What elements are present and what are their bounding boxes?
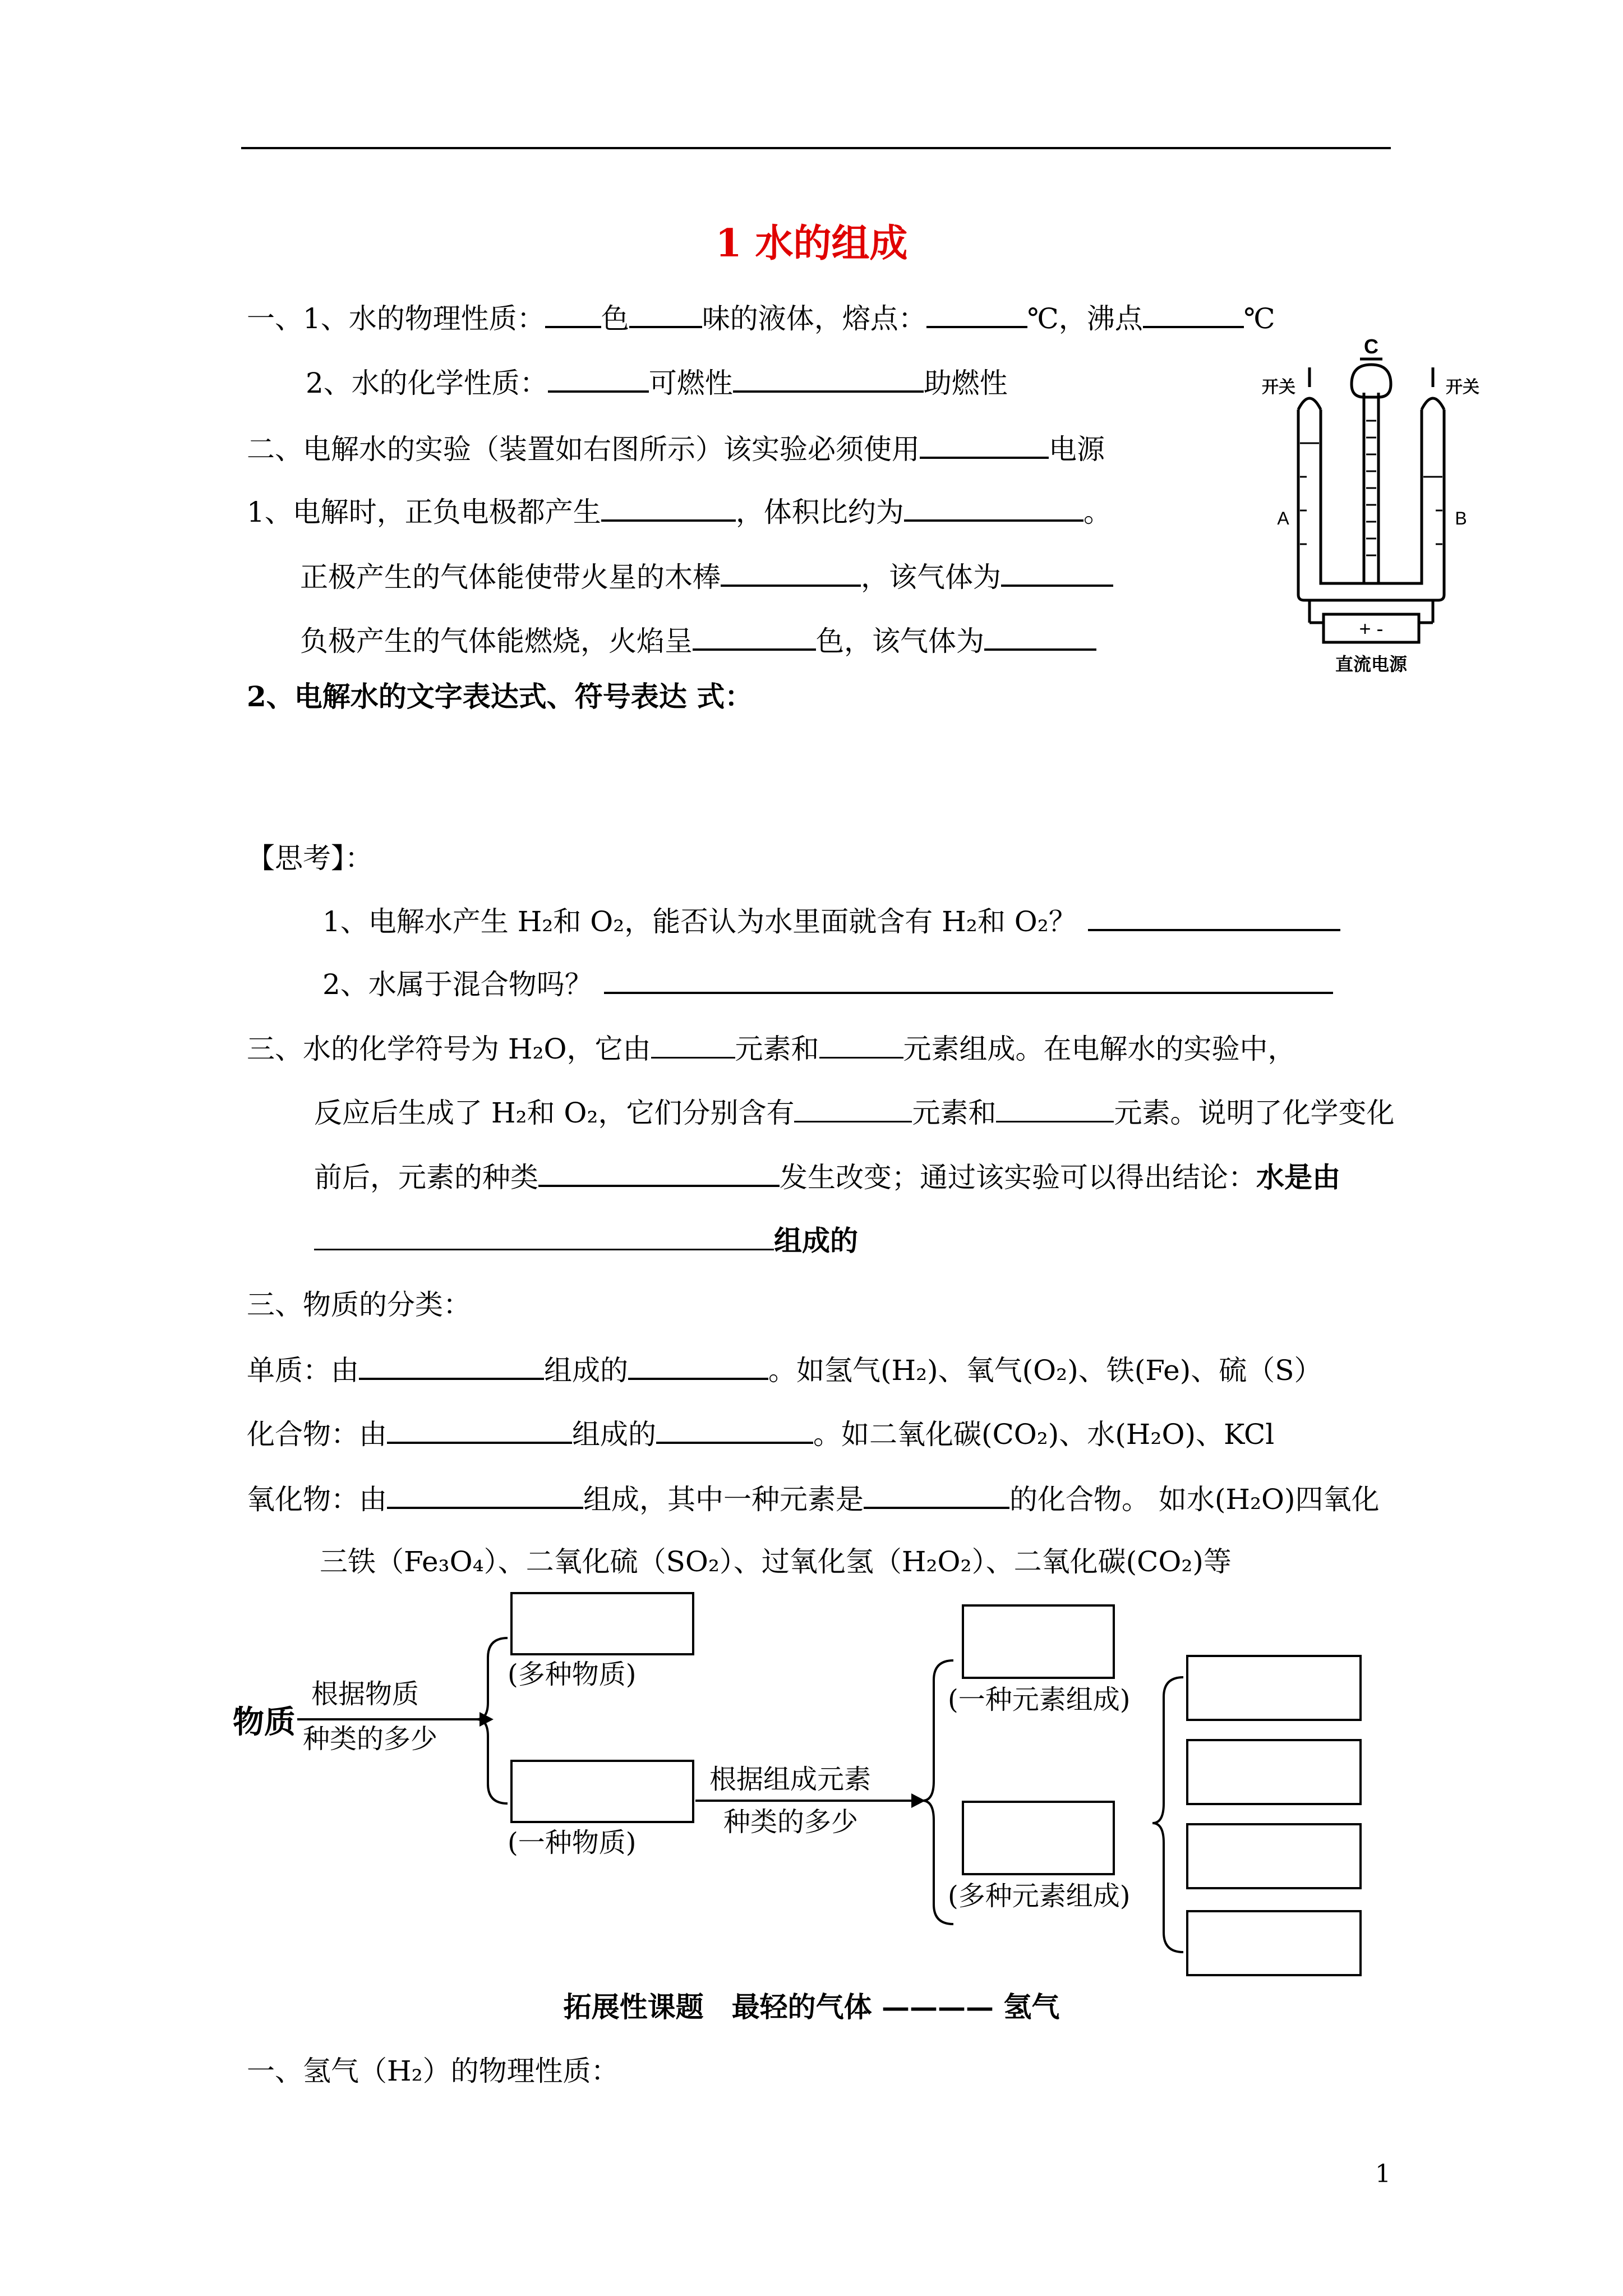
classification-heading: 三、物质的分类： [247,1289,471,1321]
diagram-root-substance: 物质 [233,1704,296,1741]
one-element-label: (一种元素组成) [948,1684,1131,1715]
label-c: C [1364,335,1378,358]
arrow2-label-bottom: 种类的多少 [723,1806,859,1838]
page-title: 1 水的组成 [715,221,908,266]
many-elements-label: (多种元素组成) [948,1880,1131,1912]
box-compound [962,1801,1115,1875]
plus-minus-label: + - [1359,617,1384,640]
electrolysis-line-2: 正极产生的气体能使带火星的木棒 ，该气体为 [300,559,1113,594]
water-formula-line-2: 反应后生成了 H₂和 O₂，它们分别含有 元素和 元素。说明了化学变化 [314,1095,1394,1130]
many-substances-label: (多种物质) [508,1659,637,1690]
box-compound-type-1 [1186,1655,1362,1721]
box-compound-type-3 [1186,1823,1362,1889]
electrolysis-intro-line: 二、电解水的实验（装置如右图所示）该实验必须使用 电源 [247,431,1105,466]
compound-line: 化合物：由 组成的 。如二氧化碳(CO₂)、水(H₂O)、KCl [247,1416,1274,1451]
think-heading: 【思考】： [247,842,373,875]
one-substance-label: (一种物质) [508,1827,637,1858]
water-formula-line-4: 组成的 [314,1223,858,1258]
switch-left-label: 开关 [1262,378,1295,397]
arrow1-label-bottom: 种类的多少 [303,1723,438,1755]
page-number: 1 [1375,2160,1391,2188]
box-pure-substance [510,1760,694,1823]
box-compound-type-2 [1186,1739,1362,1805]
simple-substance-line: 单质：由 组成的 。如氢气(H₂)、氧气(O₂)、铁(Fe)、硫（S） [247,1352,1322,1387]
box-compound-type-4 [1186,1910,1362,1976]
hydrogen-physical-properties: 一、氢气（H₂）的物理性质： [247,2055,619,2087]
switch-right-label: 开关 [1446,378,1479,397]
oxide-line: 氧化物：由 组成，其中一种元素是 的化合物。 如水(H₂O)四氧化 [247,1481,1380,1516]
arrow2-label-top: 根据组成元素 [709,1764,872,1795]
power-label: 直流电源 [1335,654,1408,675]
chemical-properties-line: 2、水的化学性质： 可燃性 助燃性 [306,365,1008,400]
box-mixture [510,1592,694,1655]
electrolysis-expression-line: 2、电解水的文字表达式、符号表达 式： [247,680,753,713]
electrolysis-line-3: 负极产生的气体能燃烧，火焰呈 色，该气体为 [300,623,1096,658]
arrow1-label-top: 根据物质 [311,1678,419,1710]
water-formula-line-3: 前后，元素的种类 发生改变；通过该实验可以得出结论：水是由 [314,1159,1340,1194]
box-simple-substance [962,1604,1115,1679]
electrolysis-line-1: 1、电解时，正负电极都产生 ，体积比约为 。 [247,494,1112,529]
oxide-examples-line: 三铁（Fe₃O₄）、二氧化硫（SO₂）、过氧化氢（H₂O₂）、二氧化碳(CO₂)等 [320,1545,1232,1578]
extension-heading: 拓展性课题 最轻的气体 ———— 氢气 [563,1990,1060,2023]
water-formula-line-1: 三、水的化学符号为 H₂O，它由 元素和 元素组成。在电解水的实验中， [247,1031,1296,1066]
think-question-2: 2、水属于混合物吗？ [322,966,1333,1001]
think-question-1: 1、电解水产生 H₂和 O₂，能否认为水里面就含有 H₂和 O₂？ [322,903,1340,938]
physical-properties-line: 一、1、水的物理性质： 色 味的液体，熔点： ℃，沸点 ℃ [247,300,1275,335]
label-b: B [1455,508,1467,528]
label-a: A [1277,508,1289,528]
